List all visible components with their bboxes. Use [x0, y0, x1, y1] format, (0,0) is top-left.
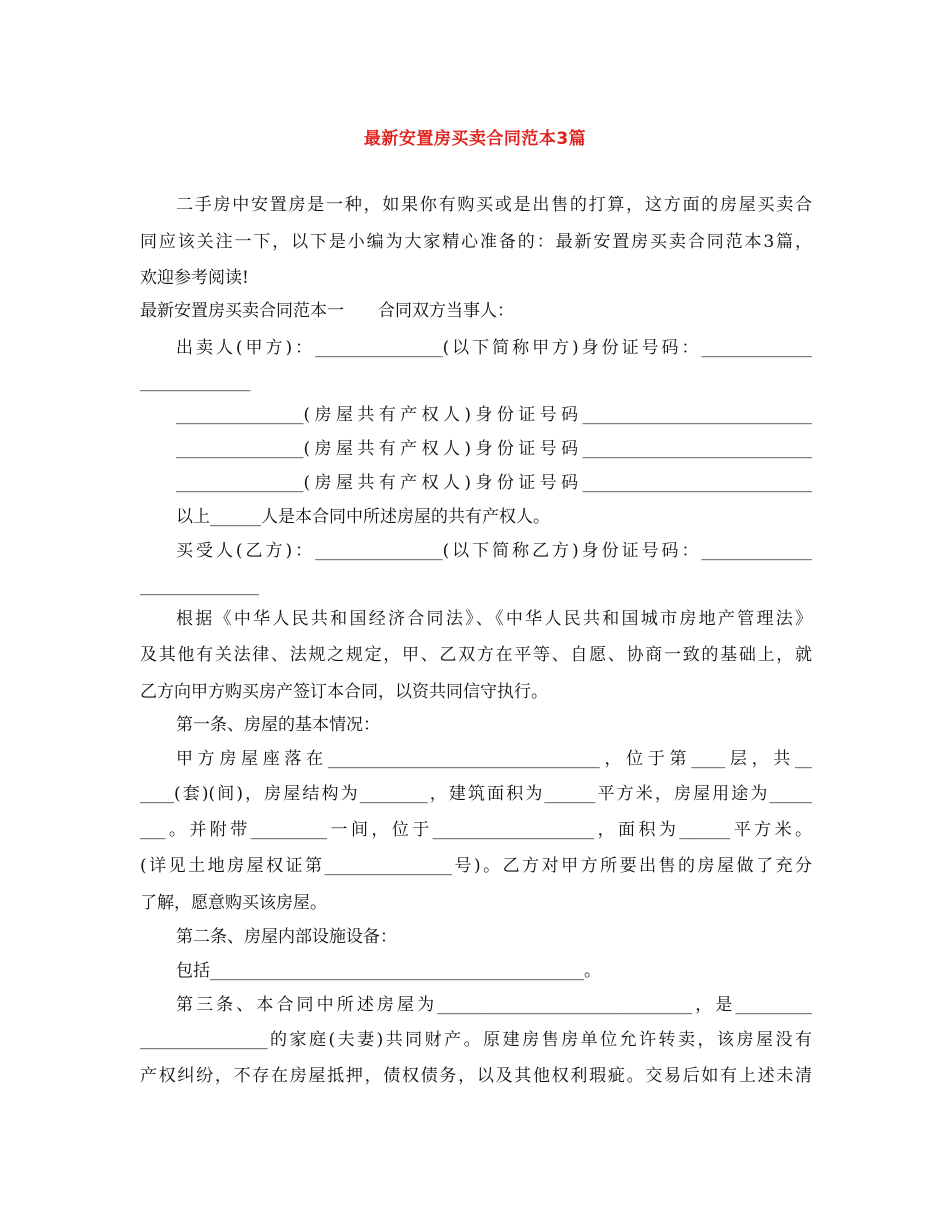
paragraph-line: 包括____________________________________________。 — [176, 961, 601, 981]
paragraph-line: ___。并附带_________一间，位于___________________，面积为______平方米。 — [140, 820, 812, 840]
paragraph-line: ____(套)(间)，房屋结构为________，建筑面积为______平方米，房屋用途为_____ — [140, 784, 812, 804]
paragraph-line: _______________(房屋共有产权人)身份证号码___________________________ — [176, 439, 812, 459]
paragraph-line: 甲方房屋座落在________________________________，位于第____层，共__ — [176, 749, 812, 769]
paragraph-line: 了解，愿意购买该房屋。 — [140, 893, 327, 913]
section-heading: 第一条、房屋的基本情况： — [176, 715, 380, 735]
section-heading: 第二条、房屋内部设施设备： — [176, 927, 397, 947]
section-heading: 最新安置房买卖合同范本一 合同双方当事人： — [140, 301, 514, 321]
paragraph-line: ______________ — [140, 576, 259, 596]
paragraph-line: 以上______人是本合同中所述房屋的共有产权人。 — [176, 507, 550, 527]
paragraph-line: 乙方向甲方购买房产签订本合同，以资共同信守执行。 — [140, 682, 548, 702]
document-title: 最新安置房买卖合同范本3篇 — [363, 129, 587, 149]
paragraph-line: 根据《中华人民共和国经济合同法》、《中华人民共和国城市房地产管理法》 — [176, 609, 812, 629]
paragraph-line: 同应该关注一下，以下是小编为大家精心准备的：最新安置房买卖合同范本3篇， — [140, 232, 812, 252]
paragraph-line: 买受人(乙方)：_______________(以下简称乙方)身份证号码：_____________ — [176, 541, 812, 561]
paragraph-line: _______________(房屋共有产权人)身份证号码___________________________ — [176, 473, 812, 493]
paragraph-line: _______________(房屋共有产权人)身份证号码___________________________ — [176, 405, 812, 425]
paragraph-line: 及其他有关法律、法规之规定，甲、乙双方在平等、自愿、协商一致的基础上，就 — [140, 645, 812, 665]
paragraph-line: 二手房中安置房是一种，如果你有购买或是出售的打算，这方面的房屋买卖合 — [176, 195, 812, 215]
paragraph-line: 第三条、本合同中所述房屋为______________________________，是_________ — [176, 995, 812, 1015]
paragraph-line: 出卖人(甲方)：_______________(以下简称甲方)身份证号码：_____________ — [176, 338, 812, 358]
paragraph-line: _______________的家庭(夫妻)共同财产。原建房售房单位允许转卖，该房屋没有 — [140, 1030, 812, 1050]
paragraph-line: 产权纠纷，不存在房屋抵押，债权债务，以及其他权利瑕疵。交易后如有上述未清 — [140, 1066, 812, 1086]
paragraph-line: (详见土地房屋权证第_______________号)。乙方对甲方所要出售的房屋做了充分 — [140, 856, 812, 876]
paragraph-line: 欢迎参考阅读! — [140, 268, 249, 288]
paragraph-line: _____________ — [140, 372, 251, 392]
